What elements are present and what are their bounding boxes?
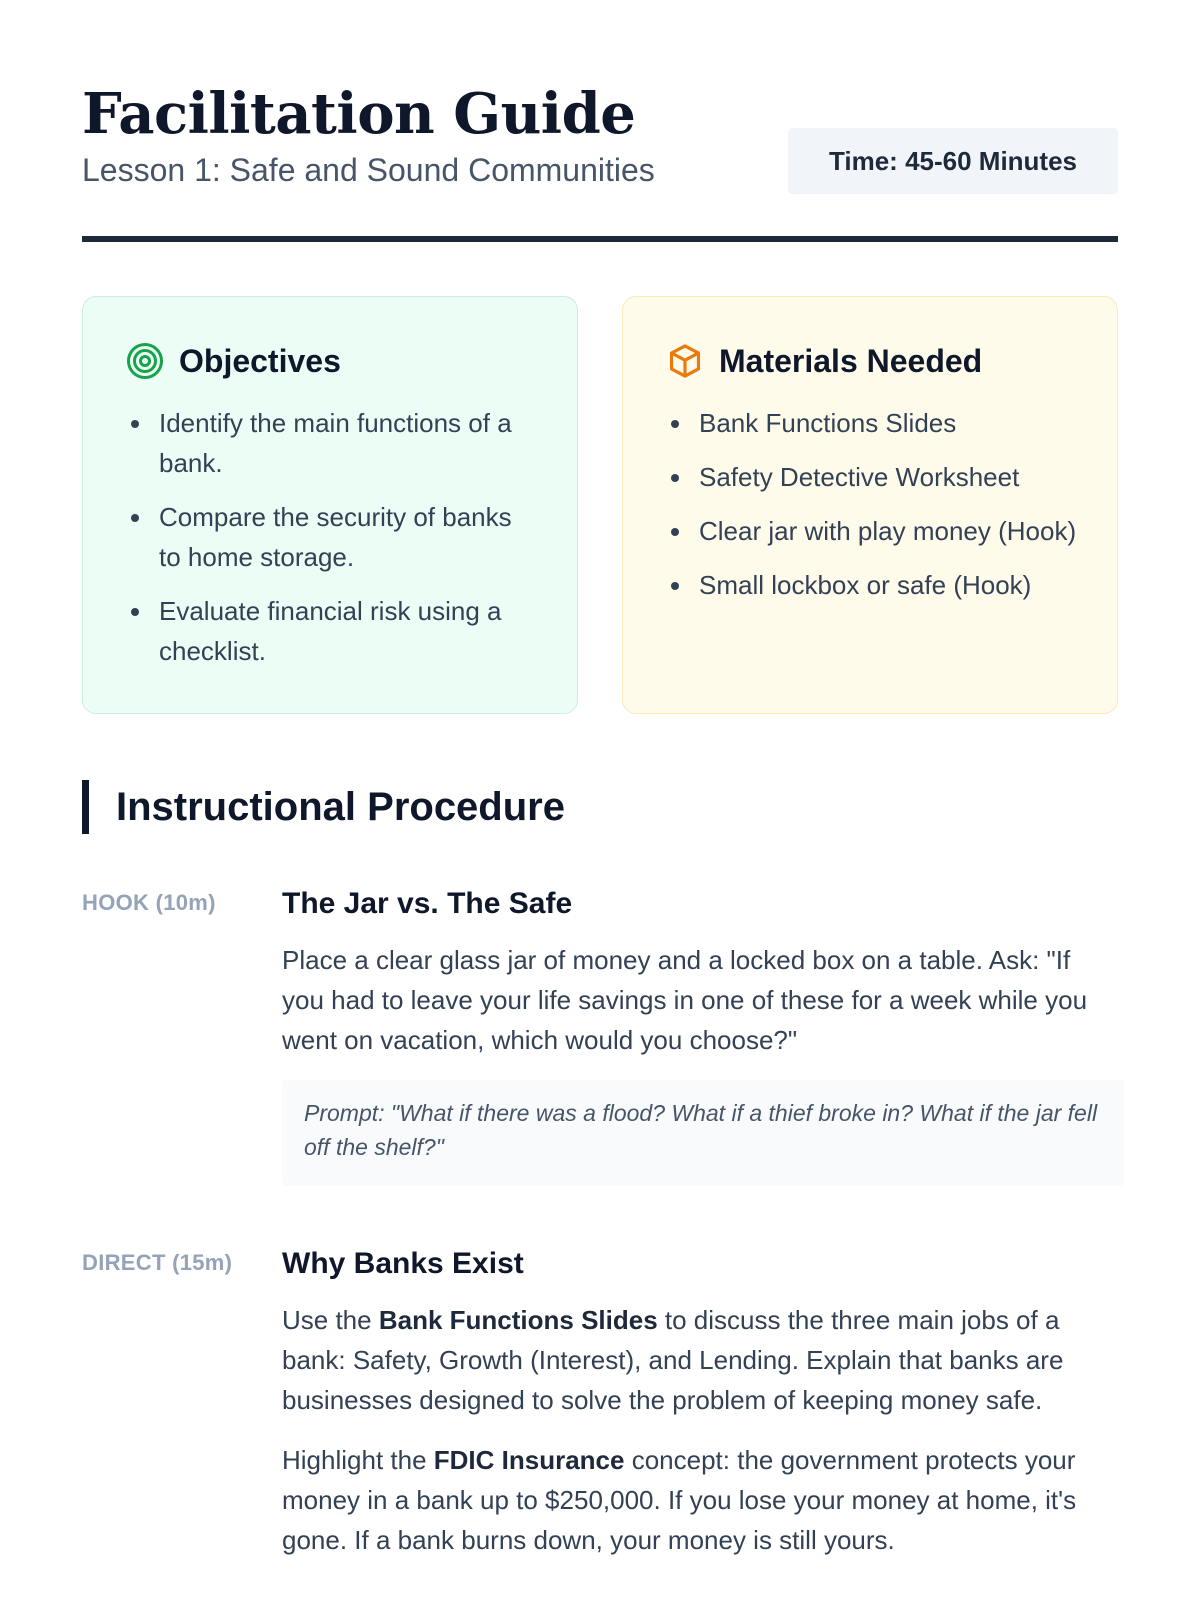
text-run: concept: the government protects your money in a bank up to $250,000. If you lose your money at home, it's gone. If a bank burns down, your money is still yours. xyxy=(282,1445,1077,1555)
overview-cards xyxy=(82,296,1118,714)
objectives-list xyxy=(125,403,537,671)
list-item: Clear jar with play money (Hook) xyxy=(665,511,1077,551)
text-run: to discuss the three main jobs of a bank: Safety, Growth (Interest), and Lending. Explain that banks are businesses designed to solve the problem of keeping money safe. xyxy=(282,1305,1064,1415)
list-item: Identify the main functions of a bank. xyxy=(125,403,537,483)
page-header xyxy=(82,0,1118,242)
materials-list xyxy=(665,403,1077,605)
step-text xyxy=(282,1440,1118,1560)
list-item: Compare the security of banks to home storage. xyxy=(125,497,537,577)
list-item: Safety Detective Worksheet xyxy=(665,457,1077,497)
list-item: Evaluate financial risk using a checklist. xyxy=(125,591,537,671)
step-text: Place a clear glass jar of money and a locked box on a table. Ask: "If you had to leave your life savings in one of these for a week while you went on vacation, which would you choose?" xyxy=(282,945,1088,1055)
step-body xyxy=(282,884,1118,1186)
text-run: Highlight the xyxy=(282,1445,434,1475)
step-body xyxy=(282,1244,1118,1580)
step-title: The Jar vs. The Safe xyxy=(282,887,573,920)
list-item: Bank Functions Slides xyxy=(665,403,1077,443)
section-heading: Instructional Procedure xyxy=(82,780,565,834)
step-label: DIRECT (15m) xyxy=(82,1250,233,1275)
discussion-prompt: Prompt: "What if there was a flood? What if a thief broke in? What if the jar fell off the shelf?" xyxy=(282,1080,1124,1186)
time-badge: Time: 45-60 Minutes xyxy=(788,128,1118,194)
step-title: Why Banks Exist xyxy=(282,1247,524,1280)
page-title: Facilitation Guide xyxy=(82,81,636,147)
materials-heading: Materials Needed xyxy=(719,342,983,379)
lesson-subtitle: Lesson 1: Safe and Sound Communities xyxy=(82,152,655,188)
objectives-header xyxy=(125,339,537,383)
objectives-heading: Objectives xyxy=(179,342,341,379)
text-run: Use the xyxy=(282,1305,379,1335)
list-item: Small lockbox or safe (Hook) xyxy=(665,565,1077,605)
materials-card xyxy=(622,296,1118,714)
objectives-card xyxy=(82,296,578,714)
emphasis-text: FDIC Insurance xyxy=(433,1445,625,1475)
box-icon xyxy=(665,341,705,381)
step-label: HOOK (10m) xyxy=(82,890,216,915)
target-icon xyxy=(125,341,165,381)
step-text xyxy=(282,1300,1118,1420)
materials-header xyxy=(665,339,1077,383)
emphasis-text: Bank Functions Slides xyxy=(378,1305,658,1335)
